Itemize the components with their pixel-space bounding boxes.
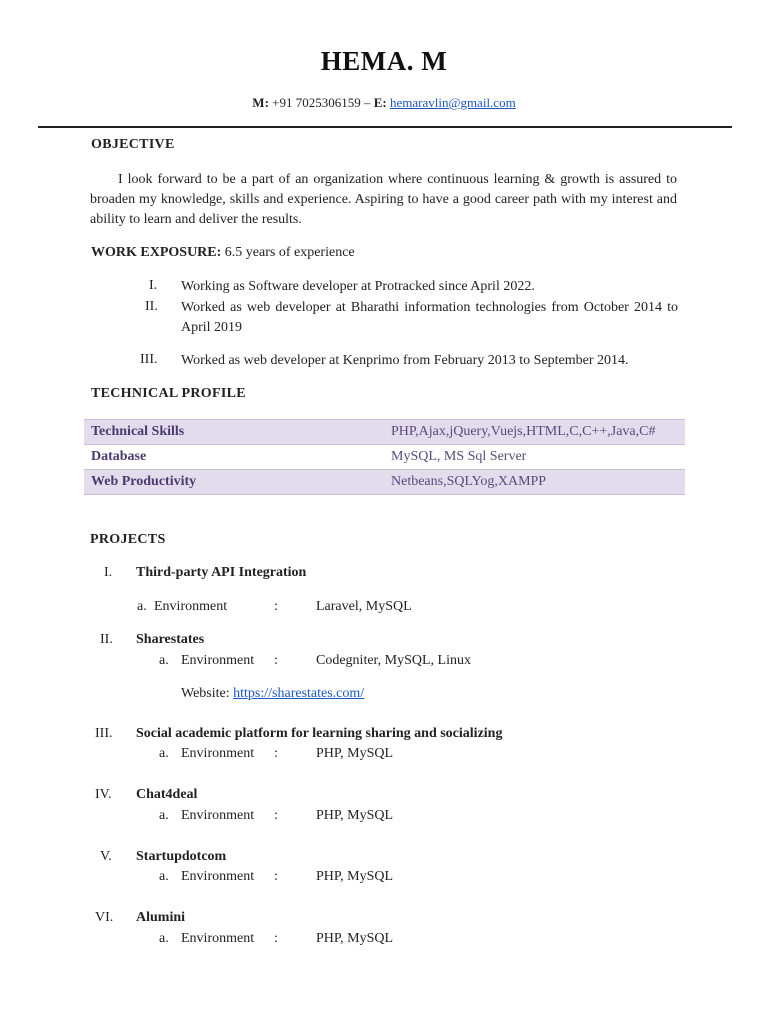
contact-separator: – [364,95,371,110]
work-exposure-summary: 6.5 years of experience [224,245,355,260]
work-item-num: II. [145,299,158,314]
project-website [181,686,364,702]
project-env-label: Environment [181,808,255,823]
project-env-label: Environment [181,931,255,946]
objective-text [90,170,677,230]
projects-heading: PROJECTS [90,532,166,547]
project-title: Social academic platform for learning sharing and socializing [136,726,503,741]
project-env-colon: : [274,869,278,884]
mobile-number: +91 7025306159 [272,95,361,110]
table-value: PHP,Ajax,jQuery,Vuejs,HTML,C,C++,Java,C# [384,420,685,445]
project-env-value: PHP, MySQL [316,869,394,884]
table-row [84,445,685,470]
mobile-label: M: [252,95,269,110]
email-link[interactable]: hemaravlin@gmail.com [390,95,516,110]
work-item-text: Worked as web developer at Bharathi information technologies from October 2014 to April 2019 [181,300,678,335]
table-value: Netbeans,SQLYog,XAMPP [384,470,685,495]
project-env-value: Codegniter, MySQL, Linux [316,653,471,668]
project-env-value: PHP, MySQL [316,746,394,761]
contact-line [0,95,768,111]
objective-heading: OBJECTIVE [91,137,175,152]
project-env-label: Environment [181,746,255,761]
project-env-value: PHP, MySQL [316,931,394,946]
project-num: III. [95,726,113,741]
table-key: Database [91,449,147,464]
project-title: Alumini [136,910,186,925]
website-label: Website: [181,686,230,701]
objective-body: I look forward to be a part of an organization where continuous learning & growth is assured to broaden my knowledge, skills and experience. Aspiring to have a good career path with my interest and ability to learn and deliver the results. [90,172,677,227]
work-item-text: Working as Software developer at Protracked since April 2022. [181,279,535,294]
project-num: VI. [95,910,114,925]
project-env-colon: : [274,808,278,823]
project-env-sub: a. [159,746,169,761]
project-title: Sharestates [136,632,205,647]
table-row [84,420,685,445]
project-title: Startupdotcom [136,849,227,864]
website-link[interactable]: https://sharestates.com/ [233,686,365,701]
project-env-label: Environment [181,653,255,668]
project-env-label: Environment [154,599,228,614]
project-title: Third-party API Integration [136,565,307,580]
header-divider [38,126,732,128]
project-env-label: Environment [181,869,255,884]
technical-profile-table [84,419,685,495]
project-env-colon: : [274,746,278,761]
work-item-text: Worked as web developer at Kenprimo from February 2013 to September 2014. [181,353,629,368]
work-item-num: III. [140,352,158,367]
candidate-name: HEMA. M [320,46,448,76]
project-env-value: Laravel, MySQL [316,599,412,614]
project-env-sub: a. [137,599,147,614]
project-env-colon: : [274,653,278,668]
project-num: V. [100,849,112,864]
table-key: Web Productivity [84,470,384,495]
work-exposure-heading: WORK EXPOSURE: [91,245,222,260]
email-label: E: [373,95,387,110]
work-item-num: I. [149,278,158,293]
project-num: II. [100,632,113,647]
project-env-sub: a. [159,808,169,823]
project-env-sub: a. [159,653,169,668]
project-env-colon: : [274,931,278,946]
table-key: Technical Skills [84,420,384,445]
project-num: IV. [95,787,112,802]
project-env-sub: a. [159,931,169,946]
technical-profile-heading: TECHNICAL PROFILE [91,386,246,401]
table-row [84,470,685,495]
project-num: I. [104,565,113,580]
project-env-value: PHP, MySQL [316,808,394,823]
work-exposure-line [91,245,355,261]
project-env-colon: : [274,599,278,614]
project-title: Chat4deal [136,787,198,802]
project-env-sub: a. [159,869,169,884]
table-value: MySQL, MS Sql Server [391,449,527,464]
